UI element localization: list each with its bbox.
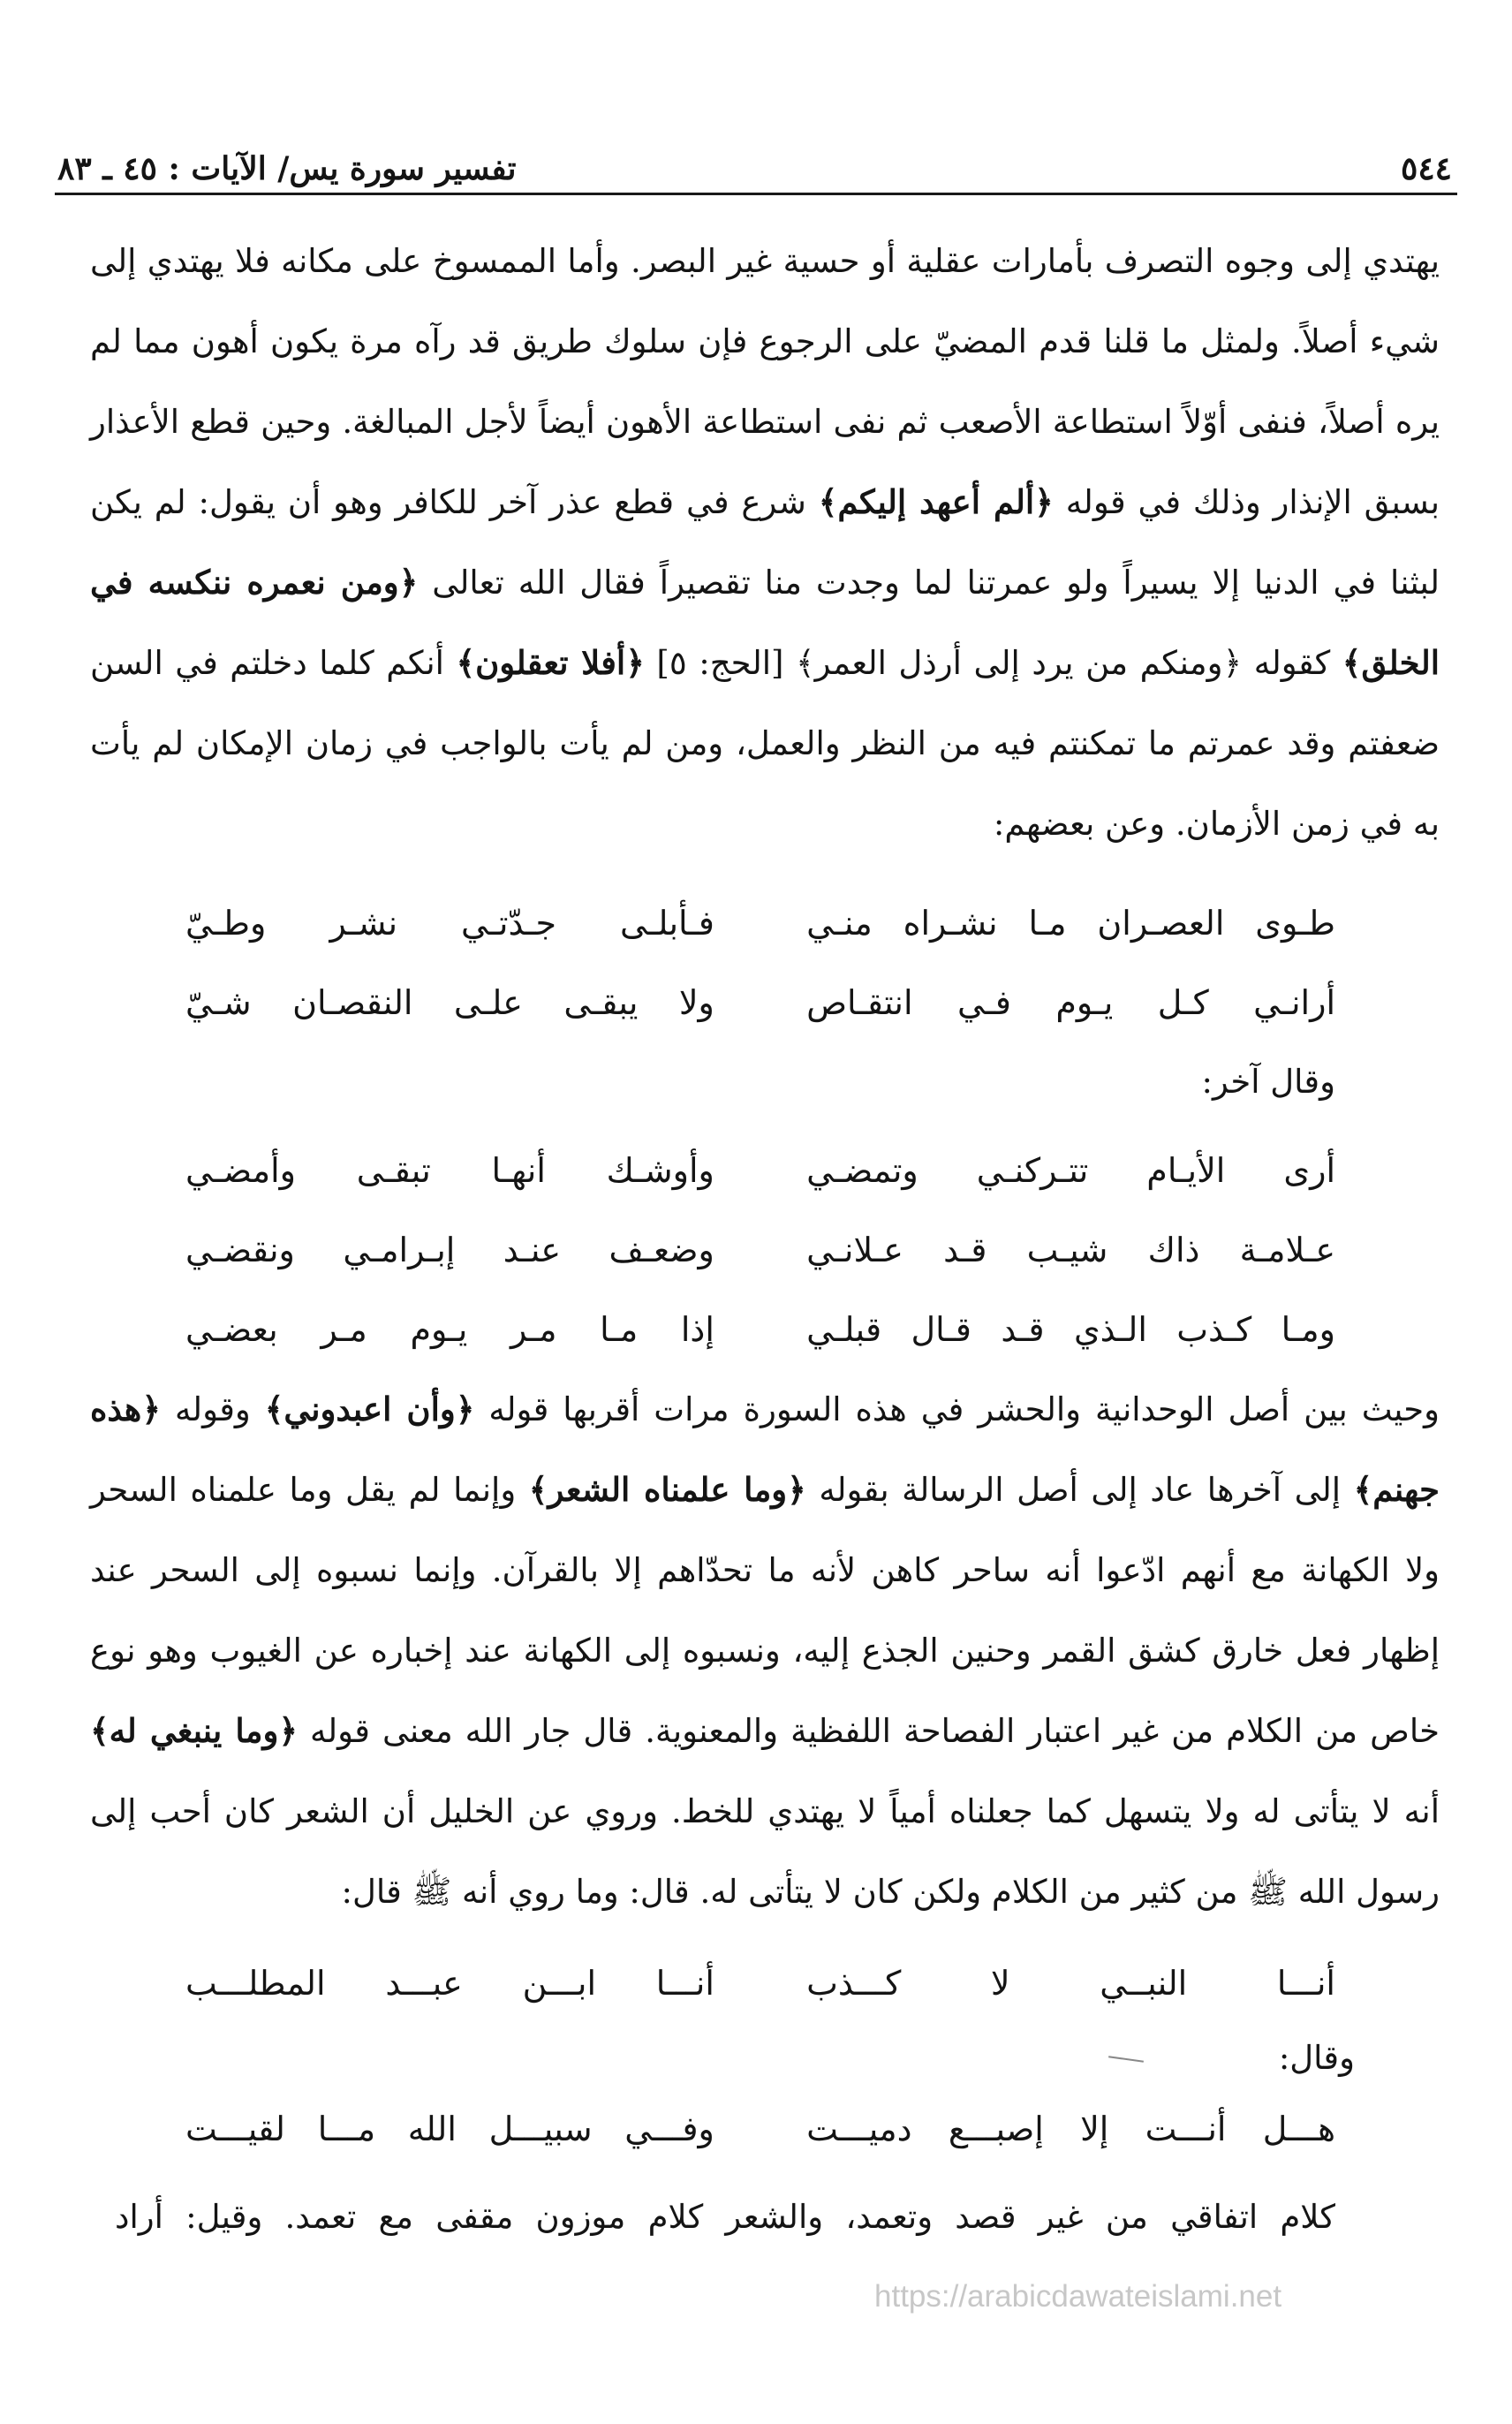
label-another-said: وقال آخر: (1201, 1063, 1335, 1101)
last-line: كلام اتفاقي من غير قصد وتعمد، والشعر كلام موزون مقفى مع تعمد. وقيل: أراد (115, 2198, 1335, 2236)
paragraph-1-text-a: يهتدي إلى وجوه التصرف بأمارات عقلية أو حسية غير البصر. وأما الممسوخ على مكانه فلا يهتدي إلى شيء أصلاً. ولمثل ما قلنا قدم المضيّ على الرجوع فإن سلوك طريق قد رآه مرة يكون أهون مما لم يره أصلاً، فنفى أوّلاً استطاعة الأصعب ثم نفى استطاعة الأهون أيضاً لأجل المبالغة. وحين قطع الأعذار بسبق الإنذار وذلك في قوله (90, 242, 1440, 521)
paragraph-1 (90, 221, 1440, 864)
hemistich-left: فـأبلـى جـدّتـي نشـر وطـيّ (185, 904, 714, 943)
paragraph-2-text-d: وإنما لم يقل وما علمناه السحر ولا الكهانة مع أنهم ادّعوا أنه ساحر كاهن لأنه ما تحدّاهم إلا بالقرآن. وإنما نسبوه إلى السحر عند إظهار فعل خارق كشق القمر وحنين الجذع إليه، ونسبوه إلى الكهانة عند إخباره عن الغيوب وهو نوع خاص من الكلام من غير اعتبار الفصاحة اللفظية والمعنوية. قال جار الله معنى قوله (90, 1471, 1440, 1750)
hemistich-left: وضعـف عنـد إبـرامـي ونقضـي (185, 1231, 714, 1269)
hemistich-right: أرى الأيـام تتـركنـي وتمضـي (806, 1151, 1335, 1190)
header-rule (55, 193, 1457, 195)
hemistich-right: أنـــا النبــي لا كـــذب (806, 1964, 1335, 2003)
hemistich-right: طـوى العصـران مـا نشـراه منـي (806, 904, 1335, 943)
hemistich-left: أنـــا ابـــن عبـــد المطلـــب (185, 1964, 714, 2003)
quran-quote-wa-ma-yanbaghi: ﴿وما ينبغي له﴾ (90, 1711, 299, 1750)
paragraph-1-text-d: أنكم كلما دخلتم في السن ضعفتم وقد عمرتم ما تمكنتم فيه من النظر والعمل، ومن لم يأت بالواجب في زمان الإمكان لم يأت به في زمن الأزمان. وعن بعضهم: (90, 644, 1440, 843)
page-number: ٥٤٤ (1400, 150, 1452, 187)
quran-quote-wa-an-ubuduni: ﴿وأن اعبدوني﴾ (264, 1390, 475, 1428)
hemistich-right: أرانـي كـل يـوم فـي انتقـاص (806, 983, 1335, 1022)
running-head (57, 133, 1452, 187)
hemistich-right: هـــل أنـــت إلا إصبـــع دميـــت (806, 2110, 1335, 2148)
watermark-url: https://arabicdawateislami.net (874, 2279, 1282, 2314)
verse-finger (185, 2098, 1335, 2160)
poem-2-verse-2 (185, 1219, 1335, 1281)
hemistich-left: ولا يبقـى علـى النقصـان شـيّ (185, 983, 714, 1022)
paragraph-2-text-c: إلى آخرها عاد إلى أصل الرسالة بقوله (805, 1471, 1354, 1509)
hemistich-left: إذا مـا مـر يـوم مـر بعضـي (185, 1310, 714, 1349)
paragraph-2-text-a: وحيث بين أصل الوحدانية والحشر في هذه السورة مرات أقربها قوله (474, 1390, 1440, 1428)
paragraph-2 (90, 1369, 1440, 1932)
hemistich-right: ومـا كـذب الـذي قـد قـال قبلـي (806, 1310, 1335, 1349)
paragraph-1-text-c: كقوله ﴿ومنكم من يرد إلى أرذل العمر﴾ [الحج: ٥] (644, 644, 1342, 682)
quran-quote-alam-aahad: ﴿ألم أعهد إليكم﴾ (818, 482, 1054, 521)
paragraph-2-text-e: أنه لا يتأتى له ولا يتسهل كما جعلناه أمياً لا يهتدي للخط. وروي عن الخليل أن الشعر كان أحب إلى رسول الله ﷺ من كثير من الكلام ولكن كان لا يتأتى له. قال: وما روي أنه ﷺ قال: (90, 1792, 1440, 1911)
quran-quote-wa-ma-allamnahu: ﴿وما علمناه الشعر﴾ (528, 1470, 806, 1509)
poem-1-verse-2 (185, 972, 1335, 1034)
poem-2-verse-3 (185, 1299, 1335, 1360)
hemistich-left: وفـــي سبيـــل الله مـــا لقيـــت (185, 2110, 714, 2148)
scan-mark (1108, 2056, 1144, 2063)
poem-2-verse-1 (185, 1140, 1335, 1201)
quran-quote-wa-man-nuammirhu: ﴿ومن نعمره ننكسه في الخلق﴾ (90, 563, 1440, 682)
section-title: تفسير سورة يس/ الآيات : ٤٥ ـ ٨٣ (57, 150, 517, 187)
quran-quote-afala-taqilun: ﴿أفلا تعقلون﴾ (456, 643, 645, 682)
label-said: وقال: (1278, 2039, 1355, 2077)
hemistich-right: عـلامـة ذاك شيـب قـد عـلانـي (806, 1231, 1335, 1269)
paragraph-2-text-b: وقوله (161, 1390, 265, 1428)
quran-quote-hadhihi-jahannam: ﴿هذه جهنم﴾ (90, 1390, 1440, 1509)
paragraph-1-text-b: شرع في قطع عذر آخر للكافر وهو أن يقول: لم يكن لبثنا في الدنيا إلا يسيراً ولو عمرتنا لما وجدت منا تقصيراً فقال الله تعالى (90, 483, 1440, 602)
hemistich-left: وأوشـك أنهـا تبقـى وأمضـي (185, 1151, 714, 1190)
verse-prophet (185, 1952, 1335, 2014)
poem-1-verse-1 (185, 892, 1335, 954)
